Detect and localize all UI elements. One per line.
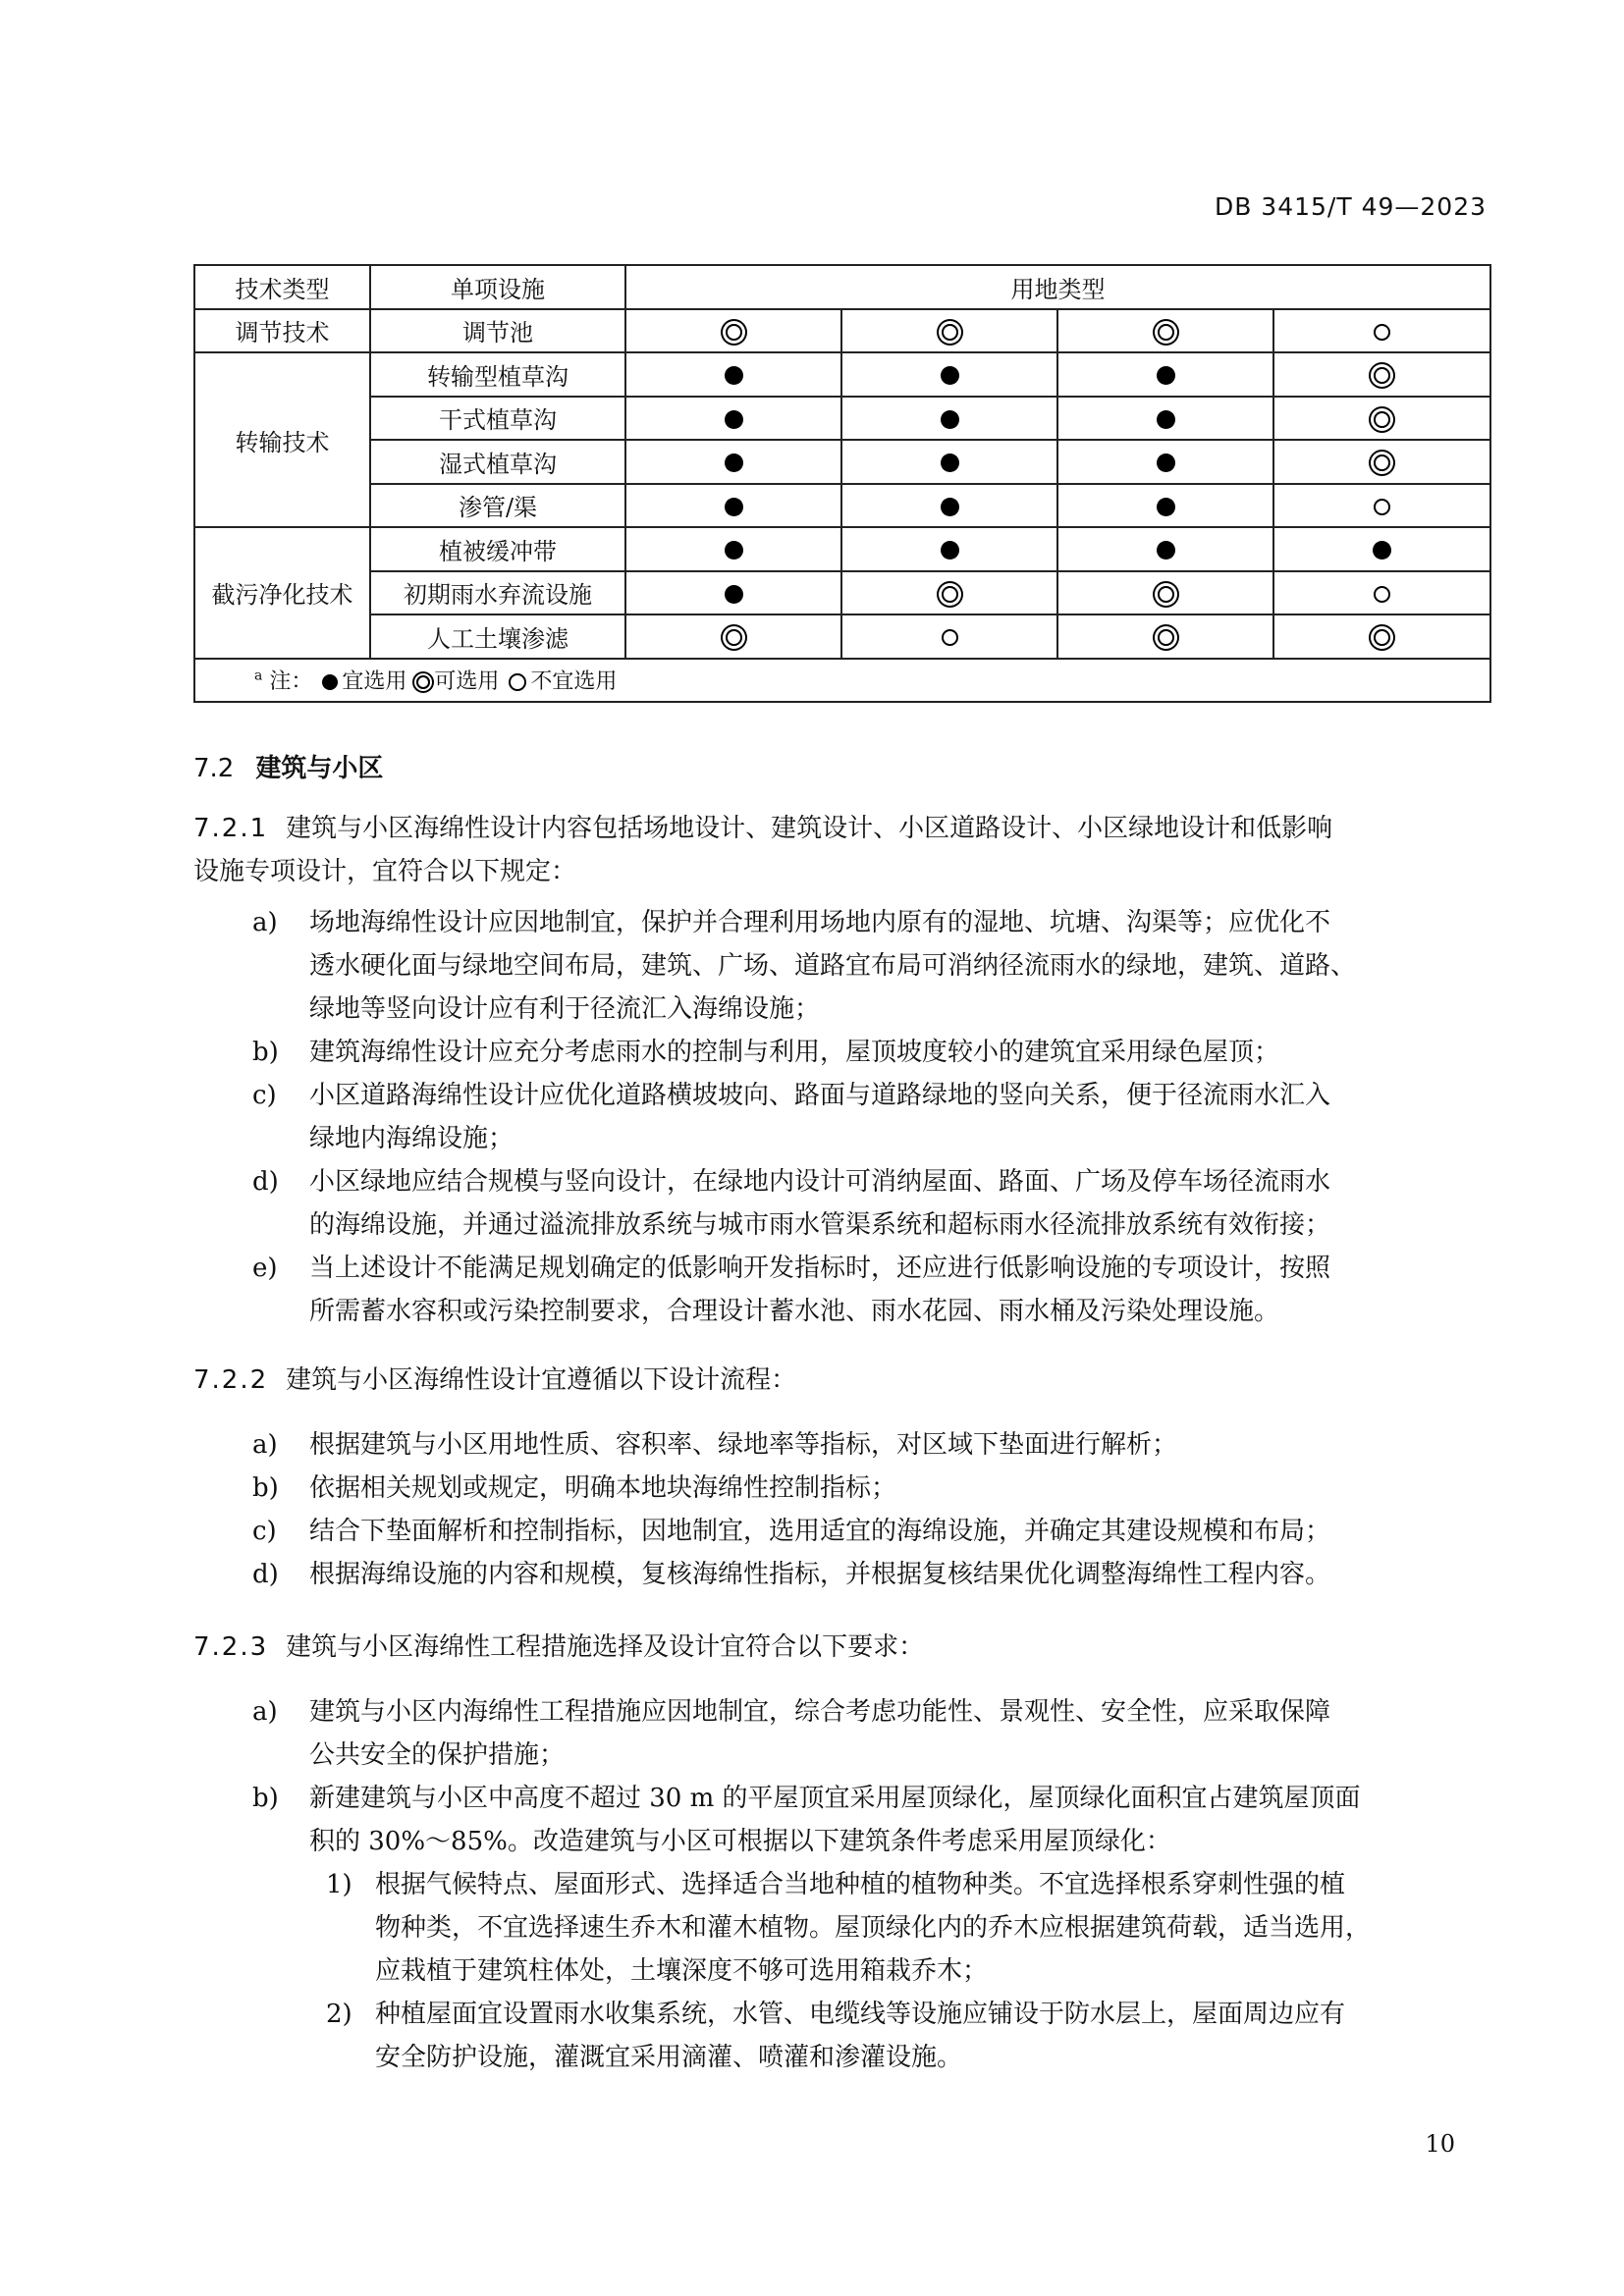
clause-c723 [193,1626,1489,1669]
text-line: 小区绿地应结合规模与竖向设计，在绿地内设计可消纳屋面、路面、广场及停车场径流雨水 [309,1167,1331,1197]
suitability-cell [625,527,841,571]
optional-double-circle-icon [1374,411,1390,428]
facility-table [193,264,1491,703]
table-header-row [194,265,1490,309]
suitability-cell [1273,571,1490,615]
recommended-dot-icon [1157,454,1175,472]
not-recommended-circle-icon [942,629,958,646]
facility-cell: 调节池 [370,309,625,353]
table-row [194,527,1490,571]
not-recommended-circle-icon [1374,586,1390,603]
list-item [252,1510,1491,1553]
facility-cell: 干式植草沟 [370,397,625,441]
text-line: 绿地内海绵设施； [309,1124,514,1153]
suitability-cell [1057,440,1273,484]
list-marker: b) [252,1038,279,1067]
optional-double-circle-icon [1158,586,1174,603]
list-item [252,901,1491,1031]
recommended-dot-icon [941,454,959,472]
suitability-cell [1273,440,1490,484]
suitability-cell [1057,484,1273,528]
tech-type-cell: 截污净化技术 [194,527,370,659]
suitability-cell [625,397,841,441]
facility-cell: 人工土壤渗滤 [370,614,625,659]
list-marker: b) [252,1473,279,1503]
list-marker: d) [252,1560,279,1589]
clause-text: 建筑与小区海绵性工程措施选择及设计宜符合以下要求： [286,1632,925,1662]
recommended-dot-icon [725,541,743,560]
text-line: 安全防护设施，灌溉宜采用滴灌、喷灌和渗灌设施。 [375,2043,963,2072]
suitability-cell [1273,484,1490,528]
table-row [194,309,1490,353]
suitability-cell [1273,397,1490,441]
recommended-dot-icon [1157,541,1175,560]
facility-cell: 植被缓冲带 [370,527,625,571]
suitability-cell [841,614,1057,659]
suitability-cell [625,614,841,659]
suitability-cell [841,440,1057,484]
list-marker: e) [252,1254,278,1283]
table-row [194,397,1490,441]
text-line: 新建建筑与小区中高度不超过 30 m 的平屋顶宜采用屋顶绿化，屋顶绿化面积宜占建筑屋顶面 [309,1784,1361,1813]
optional-double-circle-icon [1374,454,1390,471]
list-item [252,1690,1491,1777]
suitability-cell [1273,309,1490,353]
suitability-cell [625,440,841,484]
list-item [252,1074,1491,1160]
recommended-dot-icon [1157,498,1175,516]
clause-text-cont: 设施专项设计，宜符合以下规定： [193,857,577,886]
recommended-dot-icon [725,410,743,429]
text-line: 应栽植于建筑柱体处，土壤深度不够可选用箱栽乔木； [375,1956,989,1986]
suitability-cell [1057,397,1273,441]
list-item [252,1467,1491,1510]
suitability-cell [1057,352,1273,397]
suitability-cell [841,484,1057,528]
text-line: 积的 30%～85%。改造建筑与小区可根据以下建筑条件考虑采用屋顶绿化： [309,1827,1171,1856]
suitability-cell [1057,527,1273,571]
facility-cell: 湿式植草沟 [370,440,625,484]
text-line: 种植屋面宜设置雨水收集系统，水管、电缆线等设施应铺设于防水层上，屋面周边应有 [375,2000,1346,2029]
list-marker: b) [252,1784,279,1813]
facility-cell: 初期雨水弃流设施 [370,571,625,615]
suitability-cell [625,484,841,528]
recommended-dot-icon [941,410,959,429]
tech-type-cell: 调节技术 [194,309,370,353]
clause-text: 建筑与小区海绵性设计内容包括场地设计、建筑设计、小区道路设计、小区绿地设计和低影响 [286,814,1333,843]
header-facility: 单项设施 [370,265,625,309]
section-title: 建筑与小区 [255,754,384,783]
text-line: 依据相关规划或规定，明确本地块海绵性控制指标； [309,1473,897,1503]
text-line: 根据建筑与小区用地性质、容积率、绿地率等指标，对区域下垫面进行解析； [309,1430,1178,1460]
section-number: 7.2 [193,754,235,783]
optional-double-circle-icon [726,324,742,341]
document-code: DB 3415/T 49—2023 [1214,192,1487,221]
list-marker: a) [252,1430,278,1460]
list-marker: d) [252,1167,279,1197]
table-row [194,484,1490,528]
optional-double-circle-icon [416,675,430,689]
text-line: 建筑与小区内海绵性工程措施应因地制宜，综合考虑功能性、景观性、安全性，应采取保障 [309,1697,1331,1727]
sub-list-item [326,1863,1492,1993]
list-marker: 2) [326,2000,352,2029]
suitability-cell [1273,527,1490,571]
tech-type-cell: 转输技术 [194,352,370,527]
sub-list-item [326,1993,1492,2079]
note-optional: 可选用 [434,669,500,694]
facility-cell: 转输型植草沟 [370,352,625,397]
note-prefix: 注： [269,669,313,694]
optional-double-circle-icon [942,324,958,341]
clause-text: 建筑与小区海绵性设计宜遵循以下设计流程： [286,1365,797,1395]
clause-number: 7.2.2 [193,1365,269,1395]
list-item [252,1031,1491,1074]
suitability-cell [1273,352,1490,397]
note-superscript: a [254,667,263,684]
table-note [194,659,1490,702]
recommended-dot-icon [725,585,743,604]
table-note-row [194,659,1490,702]
suitability-cell [841,309,1057,353]
recommended-dot-icon [725,454,743,472]
suitability-cell [625,309,841,353]
text-line: 小区道路海绵性设计应优化道路横坡坡向、路面与道路绿地的竖向关系，便于径流雨水汇入 [309,1081,1331,1110]
text-line: 根据气候特点、屋面形式、选择适合当地种植的植物种类。不宜选择根系穿刺性强的植 [375,1870,1346,1899]
recommended-dot-icon [1157,410,1175,429]
suitability-cell [841,571,1057,615]
table-row [194,352,1490,397]
suitability-cell [1273,614,1490,659]
table-row [194,571,1490,615]
header-land-type: 用地类型 [625,265,1490,309]
clause-c721 [193,807,1489,893]
recommended-dot-icon [941,541,959,560]
recommended-dot-icon [941,366,959,385]
text-line: 场地海绵性设计应因地制宜，保护并合理利用场地内原有的湿地、坑塘、沟渠等；应优化不 [309,908,1331,937]
table-row [194,614,1490,659]
optional-double-circle-icon [1158,629,1174,646]
list-marker: a) [252,908,278,937]
list-marker: 1) [326,1870,352,1899]
suitability-cell [1057,614,1273,659]
clause-number: 7.2.1 [193,814,269,843]
clause-c722 [193,1359,1489,1402]
note-not-recommended: 不宜选用 [530,669,618,694]
suitability-cell [1057,571,1273,615]
suitability-cell [841,397,1057,441]
text-line: 公共安全的保护措施； [309,1740,566,1770]
recommended-dot-icon [941,498,959,516]
text-line: 的海绵设施，并通过溢流排放系统与城市雨水管渠系统和超标雨水径流排放系统有效衔接； [309,1210,1331,1240]
not-recommended-circle-icon [509,673,526,691]
not-recommended-circle-icon [1374,324,1390,341]
list-item [252,1160,1491,1247]
not-recommended-circle-icon [1374,499,1390,515]
list-item [252,1777,1491,1863]
suitability-cell [625,571,841,615]
header-tech-type: 技术类型 [194,265,370,309]
list-item [252,1423,1491,1467]
text-line: 建筑海绵性设计应充分考虑雨水的控制与利用，屋顶坡度较小的建筑宜采用绿色屋顶； [309,1038,1280,1067]
recommended-dot-icon [725,366,743,385]
text-line: 根据海绵设施的内容和规模，复核海绵性指标，并根据复核结果优化调整海绵性工程内容。 [309,1560,1331,1589]
text-line: 物种类，不宜选择速生乔木和灌木植物。屋顶绿化内的乔木应根据建筑荷载，适当选用， [375,1913,1372,1943]
suitability-cell [841,352,1057,397]
optional-double-circle-icon [1374,367,1390,384]
suitability-cell [625,352,841,397]
list-item [252,1247,1491,1333]
text-line: 结合下垫面解析和控制指标，因地制宜，选用适宜的海绵设施，并确定其建设规模和布局； [309,1517,1331,1546]
list-marker: c) [252,1517,277,1546]
text-line: 当上述设计不能满足规划确定的低影响开发指标时，还应进行低影响设施的专项设计，按照 [309,1254,1331,1283]
optional-double-circle-icon [942,586,958,603]
section-heading [193,748,383,784]
table-row [194,440,1490,484]
recommended-dot-icon [725,498,743,516]
optional-double-circle-icon [726,629,742,646]
optional-double-circle-icon [1158,324,1174,341]
list-item [252,1553,1491,1596]
text-line: 绿地等竖向设计应有利于径流汇入海绵设施； [309,994,821,1024]
suitability-cell [1057,309,1273,353]
recommended-dot-icon [322,674,338,690]
recommended-dot-icon [1157,366,1175,385]
text-line: 透水硬化面与绿地空间布局，建筑、广场、道路宜布局可消纳径流雨水的绿地，建筑、道路、 [309,951,1357,981]
list-marker: c) [252,1081,277,1110]
page-number: 10 [1425,2130,1455,2158]
suitability-cell [841,527,1057,571]
note-recommended: 宜选用 [342,669,407,694]
recommended-dot-icon [1373,541,1391,560]
text-line: 所需蓄水容积或污染控制要求，合理设计蓄水池、雨水花园、雨水桶及污染处理设施。 [309,1297,1280,1326]
optional-double-circle-icon [1374,629,1390,646]
clause-number: 7.2.3 [193,1632,269,1662]
list-marker: a) [252,1697,278,1727]
facility-cell: 渗管/渠 [370,484,625,528]
